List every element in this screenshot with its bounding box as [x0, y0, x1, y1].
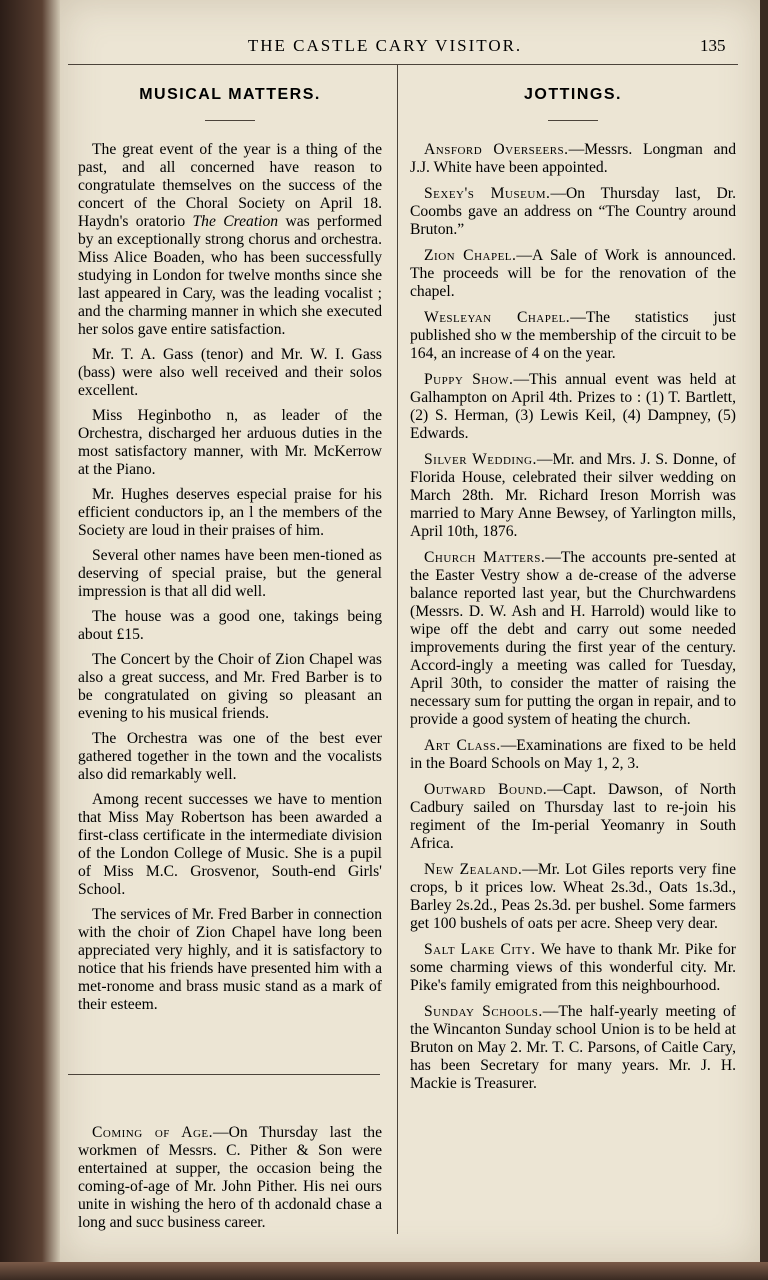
page-number: 135	[700, 36, 726, 55]
paragraph-takings: The house was a good one, takings being about £15.	[78, 608, 382, 643]
jotting-silver-wedding	[410, 451, 736, 541]
jotting-text: —The statistics just published sho w the membership of the circuit to be 164, an increase of 4 on the year.	[410, 309, 737, 362]
jotting-salt-lake	[410, 941, 736, 995]
book-bottom-edge	[0, 1262, 768, 1280]
jotting-lead: Wesleyan Chapel.	[424, 309, 571, 326]
jotting-wesleyan	[410, 309, 736, 363]
book-binding-edge	[0, 0, 60, 1280]
paragraph-barber: The services of Mr. Fred Barber in connection with the choir of Zion Chapel have long been appreciated very highly, and it is satisfactory to notice that his friends have presented him with a met-ronome and brass music stand as a mark of their esteem.	[78, 906, 382, 1013]
jotting-lead: New Zealand.	[424, 861, 523, 878]
header-rule	[68, 64, 738, 65]
paragraph-robertson: Among recent successes we have to mention that Miss May Robertson has been awarded a first-class certificate in the intermediate division of the London College of Music. She is a pupil of Miss M.C. Grosvenor, South-end Girls' School.	[78, 791, 382, 898]
jotting-lead: Silver Wedding.	[424, 451, 537, 468]
jotting-sunday-schools	[410, 1003, 736, 1093]
paragraph-hughes: Mr. Hughes deserves especial praise for his efficient conductors ip, an l the members of the Society are loud in their praises of him.	[78, 486, 382, 539]
jotting-text: We have to thank Mr. Pike for some charming views of this wonderful city. Mr. Pike's family emigrated from this neighbourhood.	[410, 941, 736, 994]
jotting-text: —A Sale of Work is announced. The proceeds will be for the renovation of the chapel.	[410, 247, 736, 300]
jotting-text: —Messrs. Longman and J.J. White have been appointed.	[410, 141, 736, 176]
jotting-text: —This annual event was held at Galhampton on April 4th. Prizes to : (1) T. Bartlett, (2) S. Herman, (3) Lewis Keil, (4) Dampney, (5) Edwards.	[410, 371, 736, 442]
coming-of-age-lead: Coming of Age.	[92, 1124, 214, 1141]
jotting-lead: Zion Chapel.	[424, 247, 517, 264]
jotting-new-zealand	[410, 861, 736, 933]
jotting-lead: Puppy Show.	[424, 371, 514, 388]
jotting-text: —Capt. Dawson, of North Cadbury sailed on Thursday last to re-join his regiment of the Im-perial Yeomanry in South Africa.	[410, 781, 736, 852]
coming-of-age-block	[78, 1124, 382, 1239]
coming-of-age-text: —On Thursday last the workmen of Messrs. C. Pither & Son were entertained at supper, the occasion being the coming-of-age of Mr. John Pither. His nei ours unite in wishing the hero of th acdonald chase a long and succ business career.	[78, 1124, 382, 1231]
jotting-text: —Mr. and Mrs. J. S. Donne, of Florida House, celebrated their silver wedding on March 28th. Mr. Richard Ireson Morrish was married to Mary Anne Bewsey, of Yarlington mills, April 10th, 1876.	[410, 451, 736, 540]
jotting-lead: Ansford Overseers.	[424, 141, 569, 158]
jotting-sexeys	[410, 185, 736, 239]
jotting-lead: Outward Bound.	[424, 781, 548, 798]
jotting-lead: Art Class.	[424, 737, 501, 754]
jotting-lead: Sunday Schools.	[424, 1003, 543, 1020]
jotting-text: —Examinations are fixed to be held in the Board Schools on May 1, 2, 3.	[410, 737, 736, 772]
jotting-outward-bound	[410, 781, 736, 853]
jotting-text: —On Thursday last, Dr. Coombs gave an address on “The Country around Bruton.”	[410, 185, 737, 238]
paragraph-other-names: Several other names have been men-tioned as deserving of special praise, but the general impression is that all did well.	[78, 547, 382, 600]
paragraph-heginbothom: Miss Heginbotho n, as leader of the Orchestra, discharged her arduous duties in the most satisfactory manner, with Mr. McKerrow at the Piano.	[78, 407, 382, 478]
paragraph-zion-concert: The Concert by the Choir of Zion Chapel was also a great success, and Mr. Fred Barber is to be congratulated on giving so pleasant an evening to his musical friends.	[78, 651, 382, 722]
paragraph-text: was performed by an exceptionally strong chorus and orchestra. Miss Alice Boaden, who has been successfully studying in London for twelve months since she last appeared in Cary, was the leading vocalist ; and the charming manner in which she executed her solos gave entire satisfaction.	[78, 213, 382, 338]
jotting-church-matters	[410, 549, 736, 729]
paragraph-gass: Mr. T. A. Gass (tenor) and Mr. W. I. Gass (bass) were also well received and their solos excellent.	[78, 346, 382, 399]
title-rule	[205, 120, 255, 121]
jotting-lead: Sexey's Museum.	[424, 185, 551, 202]
oratorio-title: The Creation	[192, 213, 279, 230]
musical-matters-title: MUSICAL MATTERS.	[139, 86, 321, 103]
paragraph-text: The great event of the year is a thing of the past, and all concerned have reason to congratulate themselves on the success of the concert of the Choral Society on April 18. Haydn's oratorio	[78, 141, 382, 230]
jotting-art-class	[410, 737, 736, 773]
jotting-text: —The accounts pre-sented at the Easter Vestry show a de-crease of the adverse balance reported last year, but the Churchwardens (Messrs. D. W. Ash and H. Harrold) would like to wipe off the debt and carry out some needed improvements during the first year of the century. Accord-ingly a meeting was called for Tuesday, April 30th, to consider the matter of raising the necessary sum for putting the organ in repair, and to provide a good system of heating the church.	[410, 549, 736, 728]
jotting-zion	[410, 247, 736, 301]
coming-of-age-paragraph	[78, 1124, 382, 1232]
column-divider	[397, 64, 398, 1234]
jottings-column	[410, 86, 736, 1101]
jotting-text: —Mr. Lot Giles reports very fine crops, b it prices low. Wheat 2s.3d., Oats 1s.3d., Barley 2s.2d., Peas 2s.3d. per bushel. Some farmers get 100 bushels of oats per acre. Sheep very dear.	[410, 861, 736, 932]
jottings-title: JOTTINGS.	[524, 86, 622, 103]
jotting-lead: Salt Lake City.	[424, 941, 536, 958]
running-title: THE CASTLE CARY VISITOR.	[247, 36, 523, 55]
jotting-puppy-show	[410, 371, 736, 443]
title-rule	[548, 120, 598, 121]
paragraph-choral-concert	[78, 141, 382, 339]
musical-matters-column	[78, 86, 382, 1021]
jotting-ansford	[410, 141, 736, 177]
jotting-lead: Church Matters.	[424, 549, 546, 566]
paragraph-orchestra: The Orchestra was one of the best ever gathered together in the town and the vocalists also did remarkably well.	[78, 730, 382, 783]
jotting-text: —The half-yearly meeting of the Wincanton Sunday school Union is to be held at Bruton on May 2. Mr. T. C. Parsons, of Caitle Cary, has been Secretary for many years. Mr. J. H. Mackie is Treasurer.	[410, 1003, 736, 1092]
left-column-bottom-rule	[68, 1074, 380, 1075]
